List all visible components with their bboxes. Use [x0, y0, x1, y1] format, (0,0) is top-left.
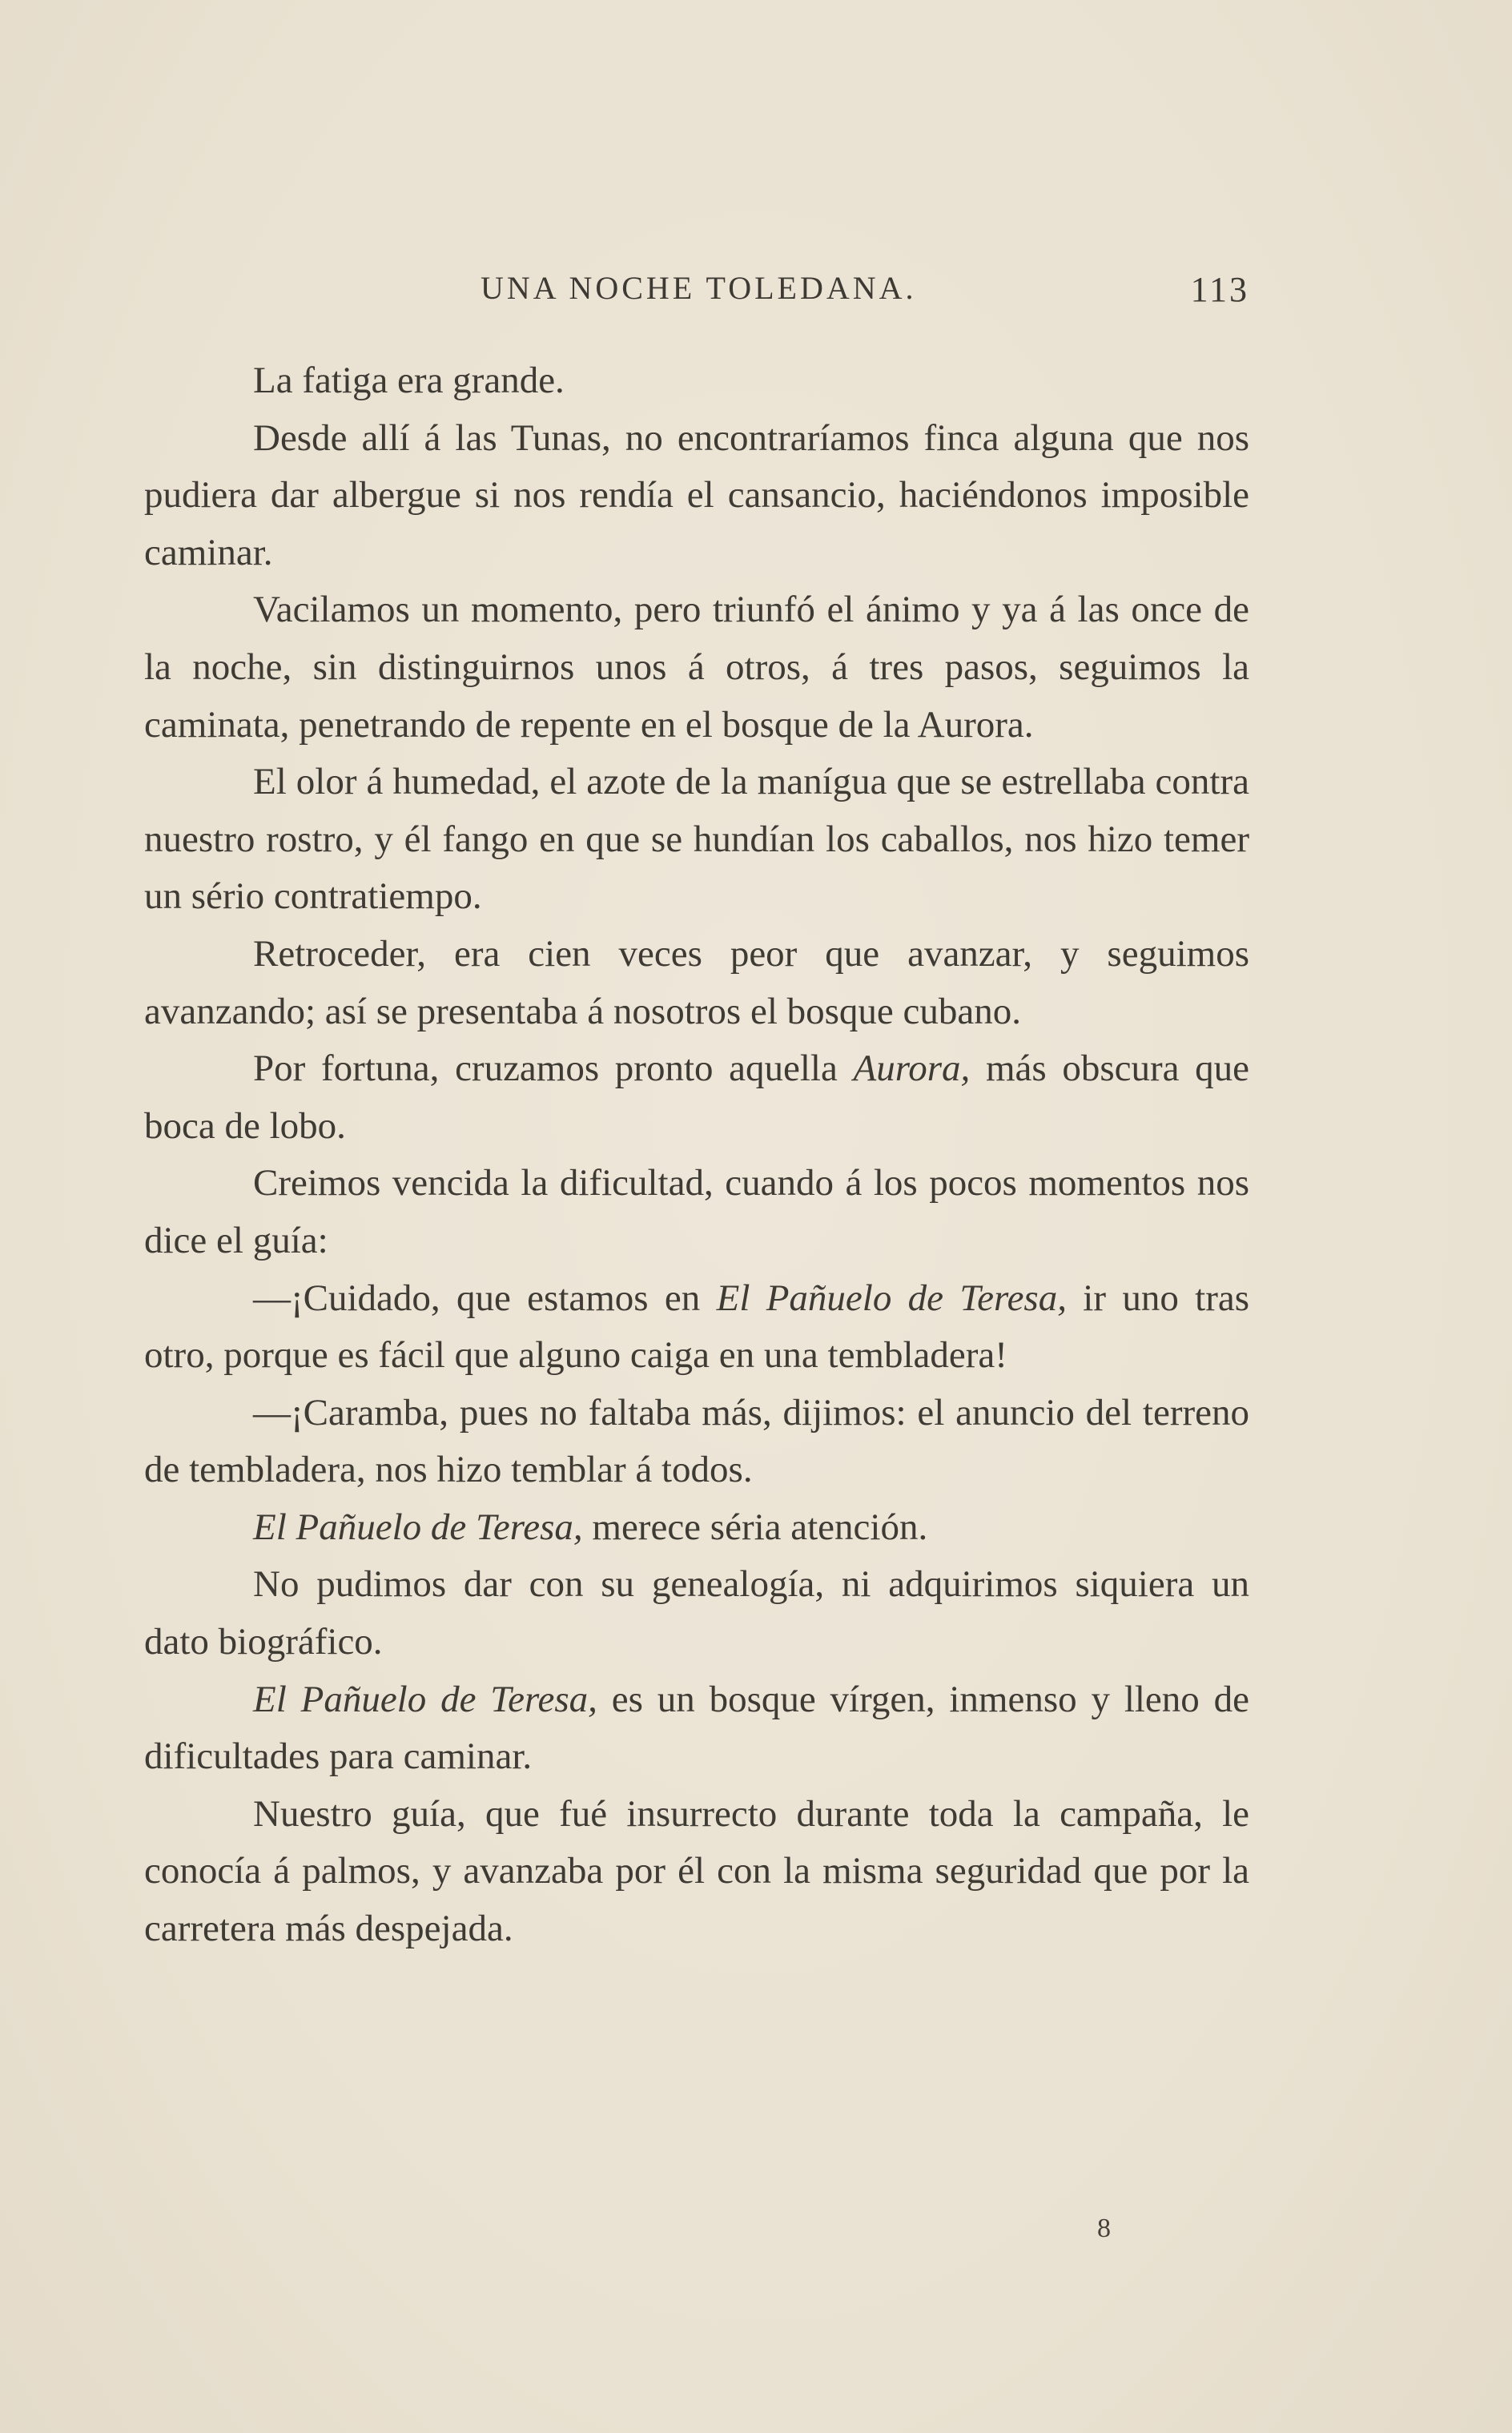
paragraph: El olor á humedad, el azote de la manígua que se estrellaba contra nuestro rostro, y él fango en que se hundían los caballos, nos hizo temer un sério contratiempo.	[144, 761, 1249, 918]
paragraph: Nuestro guía, que fué insurrecto durante toda la campaña, le conocía á palmos, y avanzaba por él con la misma seguridad que por la carretera más despejada.	[144, 1792, 1249, 1950]
page-header	[144, 269, 1249, 317]
paragraph: Retroceder, era cien veces peor que avanzar, y seguimos avanzando; así se presentaba á nosotros el bosque cubano.	[144, 932, 1249, 1032]
paragraph: —¡Caramba, pues no faltaba más, dijimos: el anuncio del terreno de tembladera, nos hizo temblar á todos.	[144, 1391, 1249, 1491]
running-head: UNA NOCHE TOLEDANA.	[481, 270, 917, 306]
italic-title: El Pañuelo de Teresa,	[253, 1678, 597, 1720]
paragraph: Desde allí á las Tunas, no encontraríamos finca alguna que nos pudiera dar albergue si nos rendía el cansancio, haciéndonos imposible caminar.	[144, 416, 1249, 573]
paragraph: No pudimos dar con su genealogía, ni adquirimos siquiera un dato biográfico.	[144, 1563, 1249, 1663]
paragraph: —¡Cuidado, que estamos en El Pañuelo de Teresa, ir uno tras otro, porque es fácil que alguno caiga en una tembladera!	[144, 1277, 1250, 1377]
paragraph: Vacilamos un momento, pero triunfó el ánimo y ya á las once de la noche, sin distinguirnos unos á otros, á tres pasos, seguimos la caminata, penetrando de repente en el bosque de la Aurora.	[144, 589, 1249, 746]
paragraph: La fatiga era grande.	[253, 360, 565, 401]
signature-mark: 8	[1097, 2214, 1111, 2243]
italic-title: El Pañuelo de Teresa,	[253, 1506, 583, 1548]
paragraph: El Pañuelo de Teresa, merece séria atención.	[253, 1506, 928, 1548]
paragraph: Creimos vencida la dificultad, cuando á los pocos momentos nos dice el guía:	[144, 1162, 1249, 1261]
paragraph: Por fortuna, cruzamos pronto aquella Aurora, más obscura que boca de lobo.	[144, 1048, 1249, 1147]
body-text	[144, 352, 1249, 1958]
paragraph: El Pañuelo de Teresa, es un bosque vírgen, inmenso y lleno de dificultades para caminar.	[144, 1678, 1249, 1778]
italic-title: Aurora,	[853, 1048, 971, 1090]
italic-title: El Pañuelo de Teresa,	[716, 1277, 1067, 1319]
page-number: 113	[1190, 270, 1249, 309]
